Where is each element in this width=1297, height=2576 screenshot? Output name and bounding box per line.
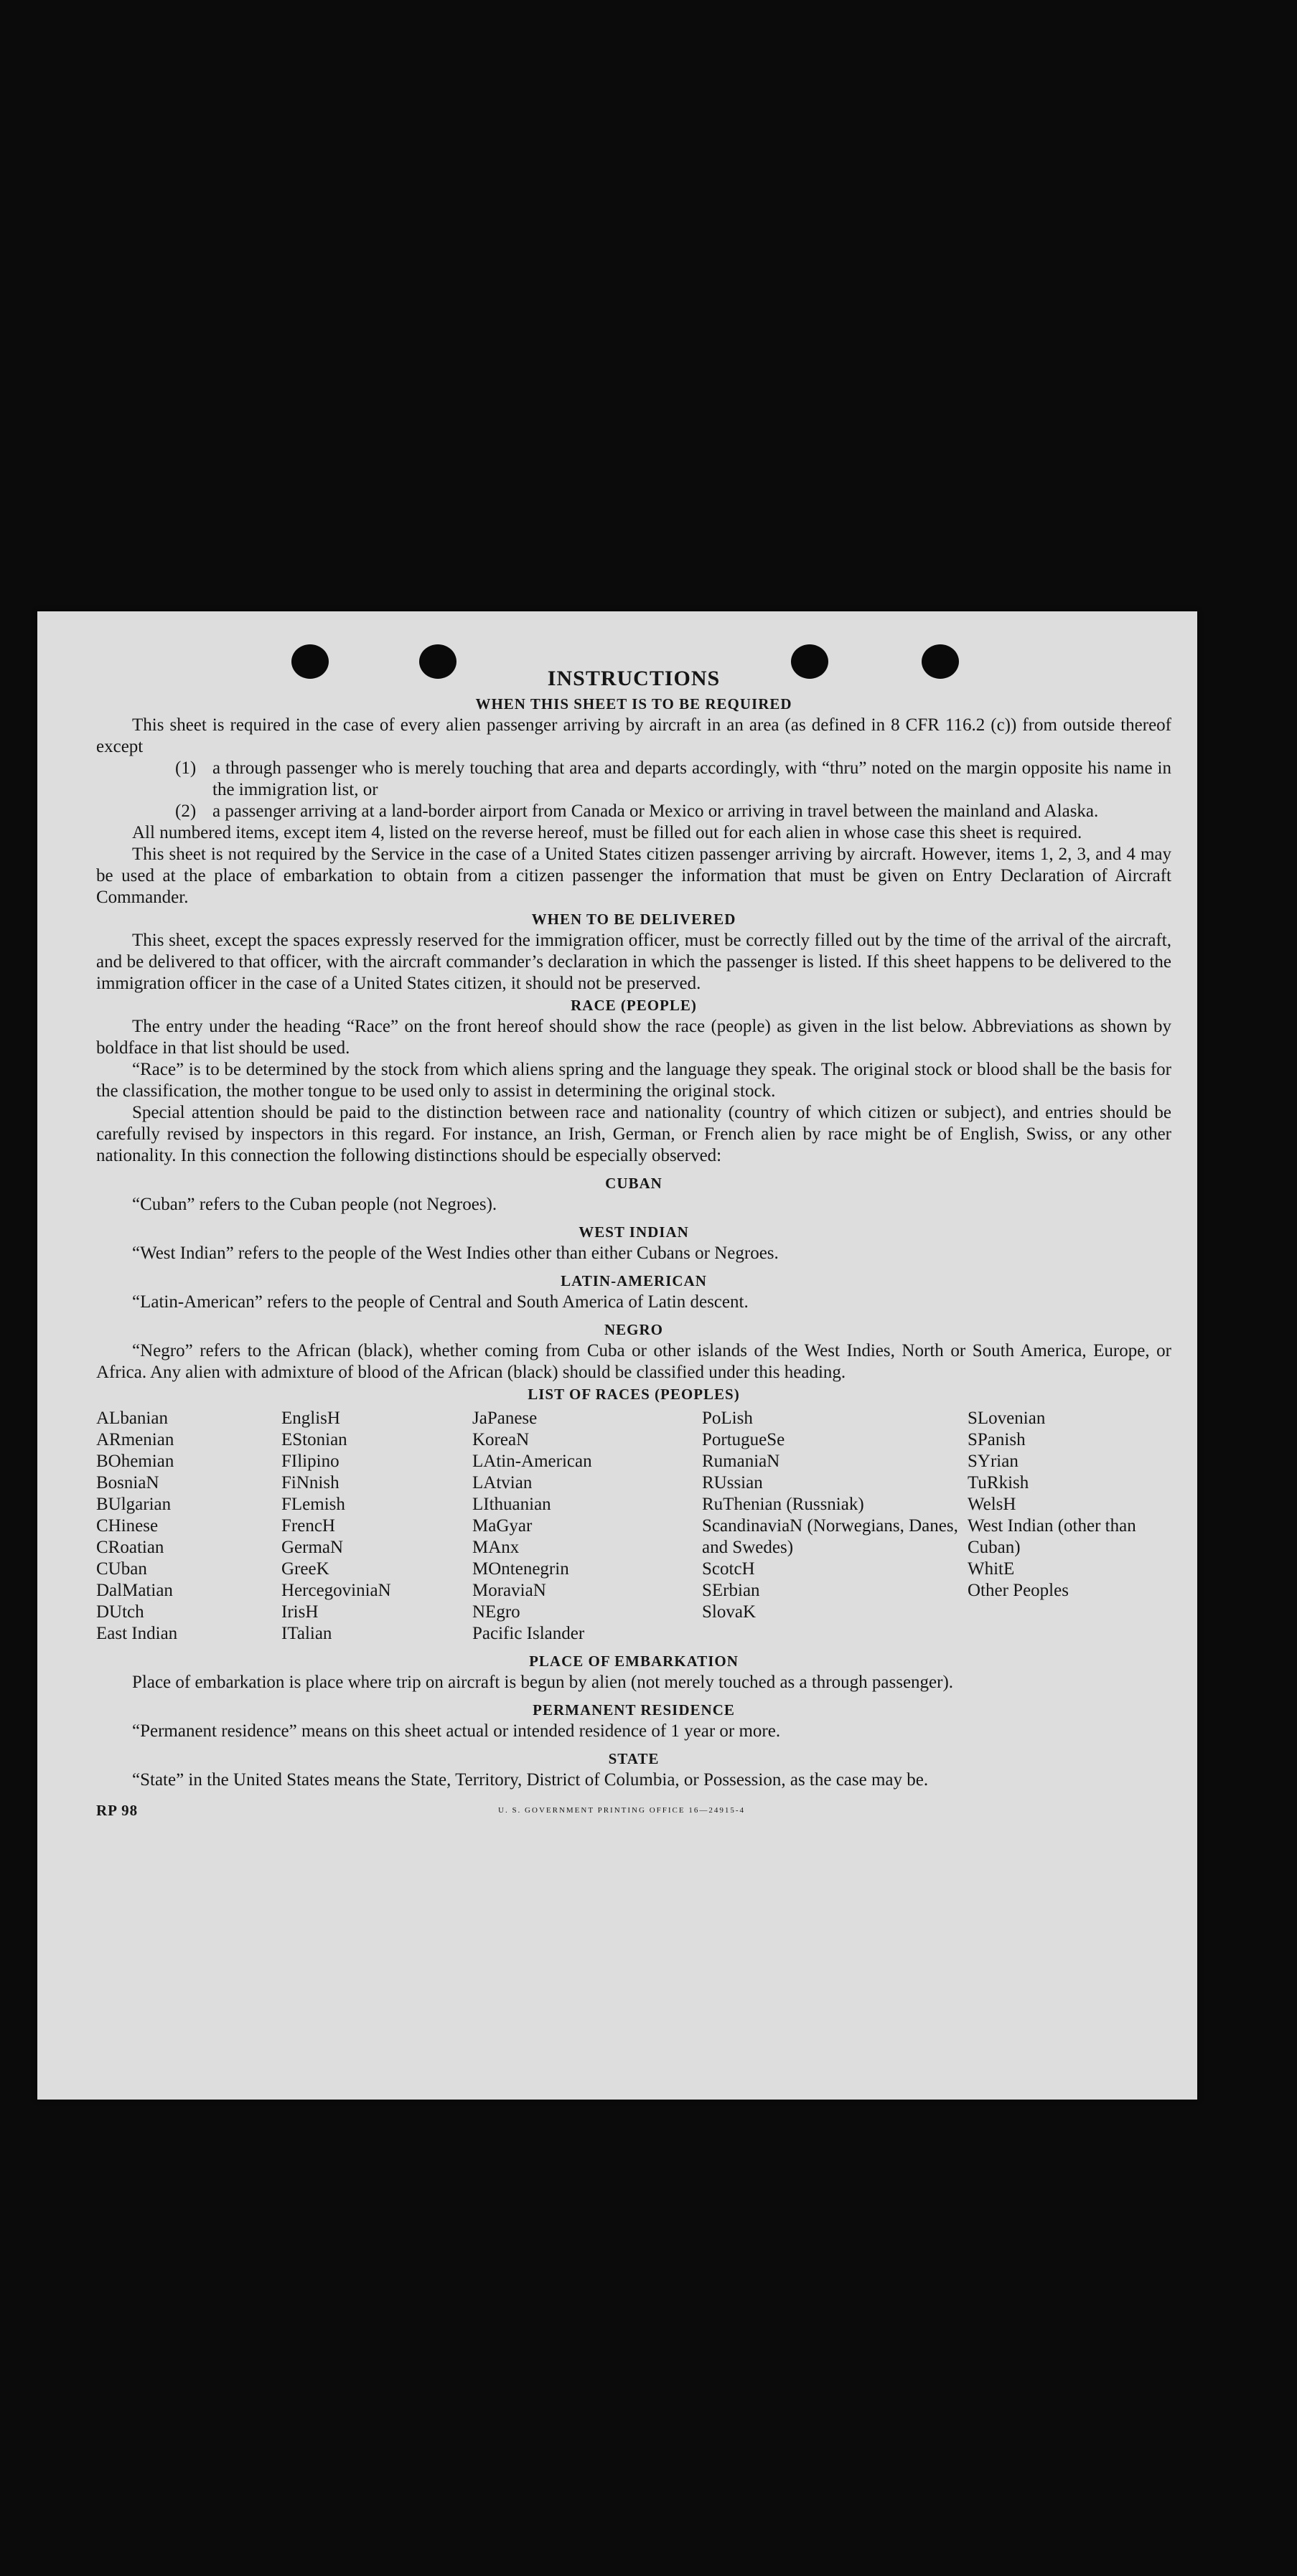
race-entry: TuRkish: [968, 1473, 1029, 1493]
section-heading: WEST INDIAN: [579, 1223, 689, 1241]
races-list: [96, 1408, 1171, 1645]
race-entry: MoraviaN: [472, 1581, 546, 1600]
paragraph: Special attention should be paid to the distinction between race and nationality (country of which citizen or subject), and entries should be carefully revised by inspectors in this regard. For instance, an Irish, German, or French alien by race might be of English, Swiss, or any other nationality. In this connection the following distinctions should be especially observed:: [96, 1103, 1171, 1165]
paragraph: Place of embarkation is place where trip on aircraft is begun by alien (not merely touched as a through passenger).: [132, 1673, 954, 1692]
race-entry: East Indian: [96, 1624, 178, 1643]
race-entry: ALbanian: [96, 1409, 168, 1428]
race-entry: LAtvian: [472, 1473, 533, 1493]
race-entry: WelsH: [968, 1495, 1016, 1514]
races-column: [96, 1408, 281, 1645]
race-entry: JaPanese: [472, 1409, 538, 1428]
race-entry: FLemish: [281, 1495, 345, 1514]
race-entry: DUtch: [96, 1602, 144, 1622]
paragraph: “Negro” refers to the African (black), whether coming from Cuba or other islands of the West Indies, North or South America, Europe, or Africa. Any alien with admixture of blood of the African (black) should be classified under this heading.: [96, 1341, 1171, 1382]
document-title: INSTRUCTIONS: [547, 667, 721, 690]
race-entry: BUlgarian: [96, 1495, 172, 1514]
race-entry: SLovenian: [968, 1409, 1046, 1428]
form-number: RP 98: [96, 1802, 139, 1819]
race-entry: ARmenian: [96, 1430, 174, 1449]
race-entry: BOhemian: [96, 1452, 174, 1471]
race-entry: WhitE: [968, 1559, 1015, 1579]
race-entry: SlovaK: [702, 1602, 756, 1622]
item-text: a passenger arriving at a land-border airport from Canada or Mexico or arriving in travel between the mainland and Alaska.: [212, 802, 1099, 821]
section-heading: PERMANENT RESIDENCE: [533, 1701, 735, 1719]
race-entry: RuThenian (Russniak): [702, 1495, 864, 1514]
item-number: (1): [175, 758, 197, 778]
paragraph: “Permanent residence” means on this sheet actual or intended residence of 1 year or more.: [132, 1721, 781, 1741]
race-entry: CUban: [96, 1559, 147, 1579]
race-entry: SErbian: [702, 1581, 760, 1600]
race-entry: GermaN: [281, 1538, 344, 1557]
race-entry: Other Peoples: [968, 1581, 1069, 1600]
race-entry: MOntenegrin: [472, 1559, 569, 1579]
race-entry: FiNnish: [281, 1473, 340, 1493]
paragraph: This sheet, except the spaces expressly reserved for the immigration officer, must be correctly filled out by the time of the arrival of the aircraft, and be delivered to that officer, with the aircraft commander’s declaration in which the passenger is listed. If this sheet happens to be delivered to the immigration officer in the case of a United States citizen, it should not be preserved.: [96, 931, 1171, 993]
race-entry: RumaniaN: [702, 1452, 780, 1471]
race-entry: GreeK: [281, 1559, 329, 1579]
race-entry: ScotcH: [702, 1559, 755, 1579]
race-entry: SYrian: [968, 1452, 1019, 1471]
race-entry: NEgro: [472, 1602, 520, 1622]
paragraph: “State” in the United States means the State, Territory, District of Columbia, or Possession, as the case may be.: [132, 1770, 929, 1790]
paragraph: All numbered items, except item 4, listed on the reverse hereof, must be filled out for each alien in whose case this sheet is required.: [132, 823, 1082, 842]
paragraph: “Cuban” refers to the Cuban people (not Negroes).: [132, 1195, 497, 1214]
race-entry: IrisH: [281, 1602, 319, 1622]
race-entry: ITalian: [281, 1624, 332, 1643]
paragraph: This sheet is not required by the Service in the case of a United States citizen passenger arriving by aircraft. However, items 1, 2, 3, and 4 may be used at the place of embarkation to obtain from a citizen passenger the information that must be given on Entry Declaration of Aircraft Commander.: [96, 845, 1171, 907]
paragraph: This sheet is required in the case of every alien passenger arriving by aircraft in an area (as defined in 8 CFR 116.2 (c)) from outside thereof except: [96, 715, 1171, 756]
races-column: [281, 1408, 472, 1645]
paragraph: “Latin-American” refers to the people of Central and South America of Latin descent.: [132, 1292, 749, 1312]
printer-imprint: U. S. GOVERNMENT PRINTING OFFICE 16—24915-4: [498, 1806, 746, 1815]
race-entry: PoLish: [702, 1409, 753, 1428]
numbered-item: [96, 758, 1171, 801]
section-heading: NEGRO: [604, 1321, 663, 1338]
numbered-item: [96, 801, 1171, 822]
section-heading: PLACE OF EMBARKATION: [529, 1653, 739, 1670]
section-heading: WHEN TO BE DELIVERED: [531, 911, 736, 928]
race-entry: SPanish: [968, 1430, 1026, 1449]
paragraph: The entry under the heading “Race” on the front hereof should show the race (people) as given in the list below. Abbreviations as shown by boldface in that list should be used.: [96, 1017, 1171, 1058]
race-entry: West Indian (other than Cuban): [968, 1516, 1136, 1557]
race-entry: CHinese: [96, 1516, 159, 1536]
race-entry: EnglisH: [281, 1409, 340, 1428]
race-entry: FIlipino: [281, 1452, 340, 1471]
race-entry: ScandinaviaN (Norwegians, Danes, and Swedes): [702, 1516, 958, 1557]
race-entry: MAnx: [472, 1538, 520, 1557]
race-entry: Pacific Islander: [472, 1624, 585, 1643]
item-text: a through passenger who is merely touching that area and departs accordingly, with “thru” noted on the margin opposite his name in the immigration list, or: [212, 758, 1171, 799]
section-heading: WHEN THIS SHEET IS TO BE REQUIRED: [475, 695, 792, 713]
section-heading: LATIN-AMERICAN: [561, 1272, 707, 1289]
races-column: [702, 1408, 968, 1645]
race-entry: MaGyar: [472, 1516, 533, 1536]
paragraph: “Race” is to be determined by the stock from which aliens spring and the language they speak. The original stock or blood shall be the basis for the classification, the mother tongue to be used only to assist in determining the original stock.: [96, 1060, 1171, 1101]
instruction-sheet: [37, 611, 1197, 2100]
section-heading: RACE (PEOPLE): [571, 997, 697, 1014]
race-entry: EStonian: [281, 1430, 347, 1449]
races-heading: LIST OF RACES (PEOPLES): [528, 1386, 740, 1403]
race-entry: HercegoviniaN: [281, 1581, 391, 1600]
race-entry: DalMatian: [96, 1581, 173, 1600]
item-number: (2): [175, 802, 197, 821]
race-entry: RUssian: [702, 1473, 763, 1493]
sheet-footer: [96, 1800, 1171, 1821]
races-column: [472, 1408, 702, 1645]
paragraph: “West Indian” refers to the people of the West Indies other than either Cubans or Negroes.: [132, 1244, 779, 1263]
race-entry: LAtin-American: [472, 1452, 592, 1471]
race-entry: KoreaN: [472, 1430, 530, 1449]
race-entry: FrencH: [281, 1516, 335, 1536]
race-entry: PortugueSe: [702, 1430, 785, 1449]
race-entry: CRoatian: [96, 1538, 164, 1557]
section-heading: STATE: [608, 1750, 660, 1767]
section-heading: CUBAN: [605, 1175, 662, 1192]
sheet-content: [96, 666, 1171, 1821]
race-entry: BosniaN: [96, 1473, 159, 1493]
race-entry: LIthuanian: [472, 1495, 551, 1514]
races-column: [968, 1408, 1171, 1645]
